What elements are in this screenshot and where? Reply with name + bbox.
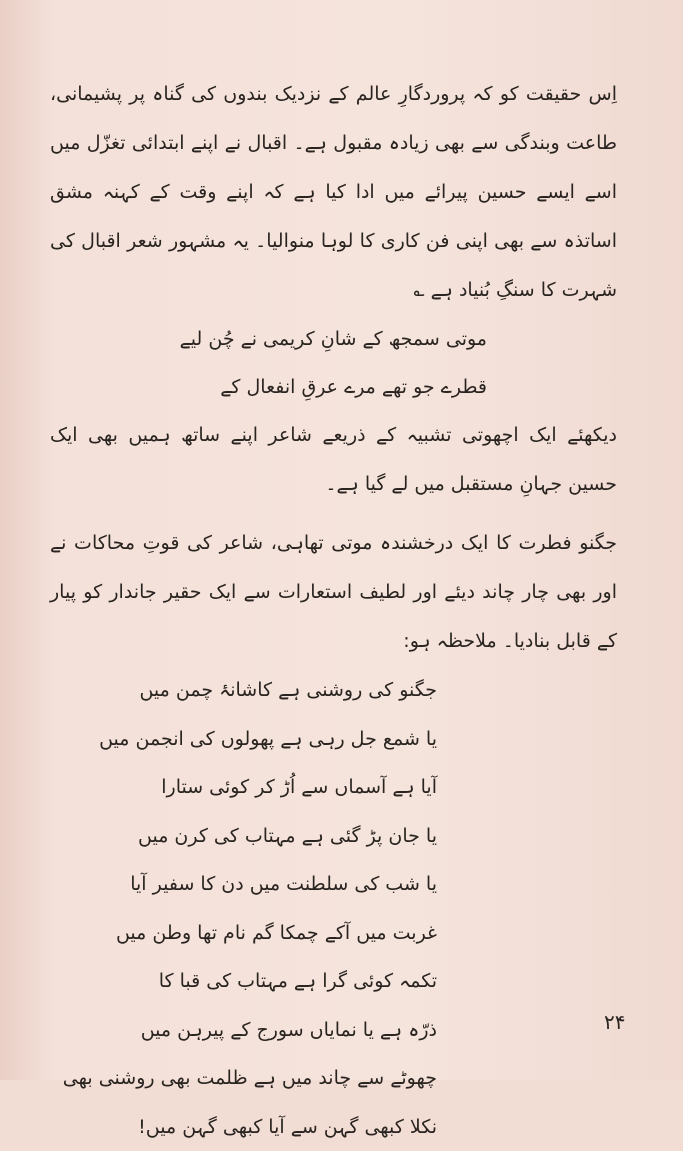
poem-line: یا شمع جل رہی ہے پھولوں کی انجمن میں [50, 715, 437, 764]
poem-line: جگنو کی روشنی ہے کاشانۂ چمن میں [50, 666, 437, 715]
paragraph-intro: اِس حقیقت کو کہ پروردگارِ عالم کے نزدیک بندوں کی گناہ پر پشیمانی، طاعت وبندگی سے بھی زیادہ مقبول ہے۔ اقبال نے اپنے ابتدائی تغزّل میں اسے ایسے حسین پیرائے میں ادا کیا ہے کہ اپنے وقت کے کہنہ مشق اساتذہ سے بھی اپنی فن کاری کا لوہا منوالیا۔ یہ مشہور شعر اقبال کی شہرت کا سنگِ بُنیاد ہے ؎ [50, 70, 617, 315]
couplet-line-2: قطرے جو تھے مرے عرقِ انفعال کے [50, 363, 487, 411]
paragraph-firefly: جگنو فطرت کا ایک درخشندہ موتی تھاہی، شاعر کی قوتِ محاکات نے اور بھی چار چاند دیئے اور لطیف استعارات سے ایک حقیر جاندار کو پیار کے قابل بنادیا۔ ملاحظہ ہو: [50, 519, 617, 666]
poem-line: آیا ہے آسماں سے اُڑ کر کوئی ستارا [50, 763, 437, 812]
poem-line: چھوٹے سے چاند میں ہے ظلمت بھی روشنی بھی [50, 1054, 437, 1103]
poem-line: یا شب کی سلطنت میں دن کا سفیر آیا [50, 860, 437, 909]
poem-line: ذرّہ ہے یا نمایاں سورج کے پیرہن میں [50, 1006, 437, 1055]
poem-line: نکلا کبھی گہن سے آیا کبھی گہن میں! [50, 1103, 437, 1151]
couplet-line-1: موتی سمجھ کے شانِ کریمی نے چُن لیے [50, 315, 487, 363]
spacer [50, 509, 617, 519]
couplet-block [50, 315, 617, 411]
poem-block [50, 666, 617, 1151]
poem-line: تکمہ کوئی گرا ہے مہتاب کی قبا کا [50, 957, 437, 1006]
page-number: ۲۴ [604, 1010, 625, 1034]
paragraph-commentary: دیکھئے ایک اچھوتی تشبیہ کے ذریعے شاعر اپنے ساتھ ہمیں بھی ایک حسین جہانِ مستقبل میں لے گیا ہے۔ [50, 411, 617, 509]
poem-line: غربت میں آکے چمکا گم نام تھا وطن میں [50, 909, 437, 958]
poem-line: یا جان پڑ گئی ہے مہتاب کی کرن میں [50, 812, 437, 861]
